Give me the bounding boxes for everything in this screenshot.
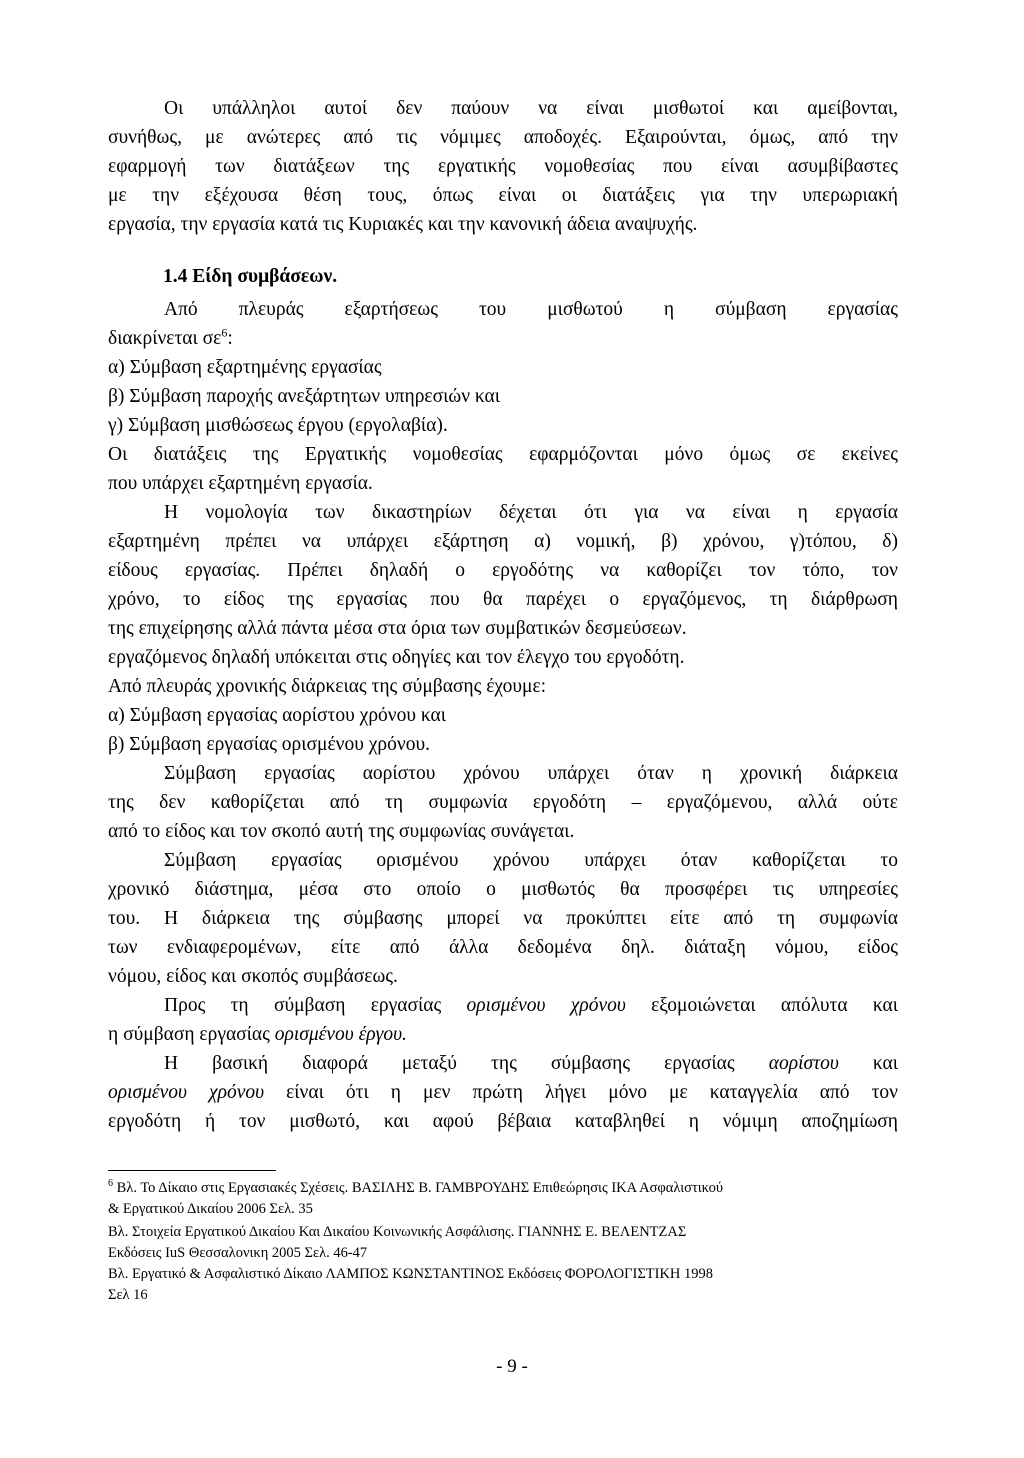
text-fragment: και: [838, 1053, 898, 1074]
text-line: Οι υπάλληλοι αυτοί δεν παύουν να είναι μισθωτοί και αμείβονται,: [164, 98, 898, 119]
text-line: [108, 1020, 898, 1049]
text-fragment: Η βασική διαφορά μεταξύ της σύμβασης εργασίας: [164, 1053, 769, 1074]
text-line: είδους εργασίας. Πρέπει δηλαδή ο εργοδότης να καθορίζει τον τόπο, τον: [108, 560, 898, 581]
paragraph-case-law: [108, 498, 898, 759]
text-line: συνήθως, με ανώτερες από τις νόμιμες αποδοχές. Εξαιρούνται, όμως, από την: [108, 127, 898, 148]
text-fragment: διακρίνεται σε: [108, 328, 222, 349]
text-line: Από πλευράς χρονικής διάρκειας της σύμβασης έχουμε:: [108, 676, 547, 697]
text-line: από το είδος και τον σκοπό αυτή της συμφωνίας συνάγεται.: [108, 821, 575, 842]
emphasis: ορισμένου χρόνου: [108, 1082, 265, 1103]
footnote-3: [108, 1264, 898, 1306]
text-line: Η νομολογία των δικαστηρίων δέχεται ότι για να είναι η εργασία: [164, 502, 898, 523]
section-heading: 1.4 Είδη συμβάσεων.: [163, 266, 338, 287]
text-line: της δεν καθορίζεται από τη συμφωνία εργοδότη – εργαζόμενου, αλλά ούτε: [108, 792, 898, 813]
list-item: γ) Σύμβαση μισθώσεως έργου (εργολαβία).: [108, 415, 448, 436]
text-line: εργασία, την εργασία κατά τις Κυριακές και την κανονική άδεια αναψυχής.: [108, 214, 698, 235]
paragraph-employees: [108, 94, 898, 239]
paragraph-equivalence: [108, 991, 898, 1049]
emphasis: ορισμένου έργου.: [274, 1024, 407, 1045]
text-fragment: εξομοιώνεται απόλυτα και: [625, 995, 898, 1016]
footnote-ref: 6: [221, 325, 228, 340]
text-line: εξαρτημένη πρέπει να υπάρχει εξάρτηση α) νομική, β) χρόνου, γ)τόπου, δ): [108, 531, 898, 552]
footnote-2: [108, 1222, 898, 1264]
footnote-line: Σελ 16: [108, 1287, 148, 1303]
paragraph-main-difference: [108, 1049, 898, 1136]
text-line: χρονικό διάστημα, μέσα στο οποίο ο μισθωτός θα προσφέρει τις υπηρεσίες: [108, 879, 898, 900]
text-line: Σύμβαση εργασίας ορισμένου χρόνου υπάρχει όταν καθορίζεται το: [164, 850, 898, 871]
footnote-line: Εκδόσεις IuS Θεσσαλονικη 2005 Σελ. 46-47: [108, 1245, 368, 1261]
footnote-line: & Εργατικού Δικαίου 2006 Σελ. 35: [108, 1201, 313, 1217]
text-line: εργαζόμενος δηλαδή υπόκειται στις οδηγίες και τον έλεγχο του εργοδότη.: [108, 647, 685, 668]
text-line: Από πλευράς εξαρτήσεως του μισθωτού η σύμβαση εργασίας: [164, 299, 898, 320]
emphasis: ορισμένου χρόνου: [466, 995, 626, 1016]
list-item: α) Σύμβαση εργασίας αορίστου χρόνου και: [108, 705, 447, 726]
list-item: α) Σύμβαση εξαρτημένης εργασίας: [108, 357, 382, 378]
text-line: [108, 324, 898, 353]
text-fragment: Προς τη σύμβαση εργασίας: [164, 995, 467, 1016]
list-item: β) Σύμβαση παροχής ανεξάρτητων υπηρεσιών και: [108, 386, 501, 407]
text-line: της επιχείρησης αλλά πάντα μέσα στα όρια των συμβατικών δεσμεύσεων.: [108, 618, 687, 639]
text-line: [108, 991, 898, 1020]
text-line: με την εξέχουσα θέση τους, όπως είναι οι διατάξεις για την υπερωριακή: [108, 185, 898, 206]
paragraph-indefinite-contract: [108, 759, 898, 846]
text-fragment: η σύμβαση εργασίας: [108, 1024, 275, 1045]
text-fragment: Βλ. Το Δίκαιο στις Εργασιακές Σχέσεις. ΒΑΣΙΛΗΣ Β. ΓΑΜΒΡΟΥΔΗΣ Επιθεώρησις ΙΚΑ Ασφαλιστικού: [113, 1180, 724, 1196]
text-line: [108, 1049, 898, 1078]
text-line: Οι διατάξεις της Εργατικής νομοθεσίας εφαρμόζονται μόνο όμως σε εκείνες: [108, 444, 898, 465]
paragraph-contract-types: [108, 295, 898, 440]
emphasis: αορίστου: [768, 1053, 839, 1074]
text-line: χρόνο, το είδος της εργασίας που θα παρέχει ο εργαζόμενος, τη διάρθρωση: [108, 589, 898, 610]
text-line: νόμου, είδος και σκοπός συμβάσεως.: [108, 966, 398, 987]
footnote-line: [108, 1178, 898, 1199]
text-line: που υπάρχει εξαρτημένη εργασία.: [108, 473, 373, 494]
paragraph-labor-law: [108, 440, 898, 498]
text-line: του. Η διάρκεια της σύμβασης μπορεί να προκύπτει είτε από τη συμφωνία: [108, 908, 898, 929]
text-line: Σύμβαση εργασίας αορίστου χρόνου υπάρχει όταν η χρονική διάρκεια: [164, 763, 898, 784]
text-line: [108, 1078, 898, 1107]
page-number: - 9 -: [496, 1356, 528, 1377]
paragraph-fixed-term-contract: [108, 846, 898, 991]
list-item: β) Σύμβαση εργασίας ορισμένου χρόνου.: [108, 734, 431, 755]
footnote-line: Βλ. Στοιχεία Εργατικού Δικαίου Και Δικαίου Κοινωνικής Ασφάλισης. ΓΙΑΝΝΗΣ Ε. ΒΕΛΕΝΤΖΑΣ: [108, 1224, 687, 1240]
text-line: των ενδιαφερομένων, είτε από άλλα δεδομένα δηλ. διάταξη νόμου, είδος: [108, 937, 898, 958]
footnote-line: Βλ. Εργατικό & Ασφαλιστικό Δίκαιο ΛΑΜΠΟΣ ΚΩΝΣΤΑΝΤΙΝΟΣ Εκδόσεις ΦΟΡΟΛΟΓΙΣΤΙΚΗ 1998: [108, 1266, 714, 1282]
text-line: εφαρμογή των διατάξεων της εργατικής νομοθεσίας που είναι ασυμβίβαστες: [108, 156, 898, 177]
text-fragment: είναι ότι η μεν πρώτη λήγει μόνο με καταγγελία από τον: [264, 1082, 898, 1103]
footnote-number: 6: [108, 1178, 113, 1190]
footnote-separator: [108, 1170, 276, 1171]
text-fragment: :: [227, 328, 233, 349]
footnote-1: [108, 1178, 898, 1220]
text-line: εργοδότη ή τον μισθωτό, και αφού βέβαια καταβληθεί η νόμιμη αποζημίωση: [108, 1111, 898, 1132]
